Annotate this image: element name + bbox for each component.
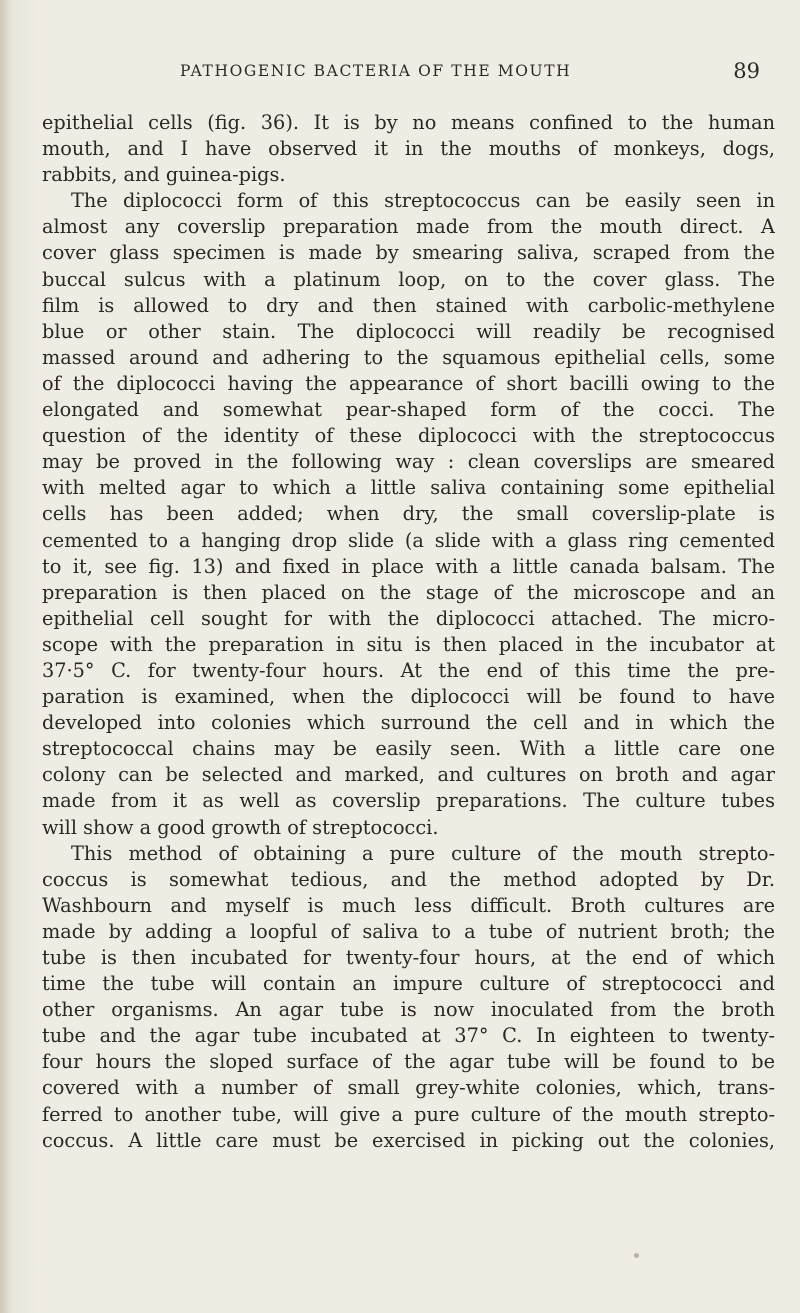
text-line: 37·5° C. for twenty-four hours. At the end of this time the pre-: [42, 658, 775, 682]
text-line: scope with the preparation in situ is then placed in the incubator at: [42, 632, 775, 656]
text-line: mouth, and I have observed it in the mouths of monkeys, dogs,: [42, 137, 775, 161]
text-line: will show a good growth of streptococci.: [42, 815, 439, 839]
text-line: blue or other stain. The diplococci will readily be recognised: [42, 319, 775, 343]
text-line: epithelial cells (fig. 36). It is by no means confined to the human: [42, 111, 775, 134]
text-line: made by adding a loopful of saliva to a tube of nutrient broth; the: [42, 919, 775, 943]
text-line: developed into colonies which surround the cell and in which the: [42, 711, 775, 735]
gutter-shadow: [0, 0, 10, 1313]
text-line: made from it as well as coverslip preparations. The culture tubes: [42, 789, 775, 813]
text-line: to it, see fig. 13) and fixed in place with a little canada balsam. The: [42, 554, 775, 578]
text-line: coccus. A little care must be exercised in picking out the colonies,: [42, 1128, 775, 1152]
text-line: cemented to a hanging drop slide (a slide with a glass ring cemented: [42, 528, 775, 552]
text-line: Washbourn and myself is much less difficult. Broth cultures are: [42, 893, 775, 917]
text-line: film is allowed to dry and then stained with carbolic-methylene: [42, 293, 775, 317]
text-line: rabbits, and guinea-pigs.: [42, 163, 286, 187]
ink-speck: [634, 1253, 639, 1258]
text-line: buccal sulcus with a platinum loop, on to the cover glass. The: [42, 267, 775, 291]
text-line: ferred to another tube, will give a pure culture of the mouth strepto-: [42, 1102, 775, 1126]
text-line: question of the identity of these diplococci with the streptococcus: [42, 424, 775, 448]
paragraph-first-line: The diplococci form of this streptococcus can be easily seen in: [71, 189, 775, 213]
text-line: four hours the sloped surface of the agar tube will be found to be: [42, 1050, 775, 1074]
text-line: preparation is then placed on the stage of the microscope and an: [42, 580, 775, 604]
text-line: covered with a number of small grey-white colonies, which, trans-: [42, 1076, 775, 1100]
text-line: of the diplococci having the appearance of short bacilli owing to the: [42, 371, 775, 395]
text-line: streptococcal chains may be easily seen. With a little care one: [42, 737, 775, 761]
text-line: tube and the agar tube incubated at 37° C. In eighteen to twenty-: [42, 1024, 775, 1048]
text-line: time the tube will contain an impure culture of streptococci and: [42, 972, 775, 996]
text-line: colony can be selected and marked, and cultures on broth and agar: [42, 763, 775, 787]
text-line: epithelial cell sought for with the diplococci attached. The micro-: [42, 606, 775, 630]
text-line: may be proved in the following way : clean coverslips are smeared: [42, 450, 775, 474]
text-line: massed around and adhering to the squamous epithelial cells, some: [42, 345, 775, 369]
text-line: with melted agar to which a little saliva containing some epithelial: [42, 476, 775, 500]
text-line: elongated and somewhat pear-shaped form of the cocci. The: [42, 398, 775, 422]
page-number: 89: [733, 59, 760, 83]
text-line: cover glass specimen is made by smearing saliva, scraped from the: [42, 241, 775, 265]
page-header: [180, 60, 760, 90]
paragraph-first-line: This method of obtaining a pure culture of the mouth strepto-: [71, 841, 775, 865]
body-text: [42, 110, 775, 1154]
text-line: coccus is somewhat tedious, and the method adopted by Dr.: [42, 867, 775, 891]
text-line: paration is examined, when the diplococci will be found to have: [42, 685, 775, 709]
running-head: PATHOGENIC BACTERIA OF THE MOUTH: [180, 62, 572, 80]
text-line: other organisms. An agar tube is now inoculated from the broth: [42, 998, 775, 1022]
text-line: almost any coverslip preparation made from the mouth direct. A: [42, 215, 775, 239]
text-line: tube is then incubated for twenty-four hours, at the end of which: [42, 946, 775, 969]
text-line: cells has been added; when dry, the small coverslip-plate is: [42, 502, 775, 526]
